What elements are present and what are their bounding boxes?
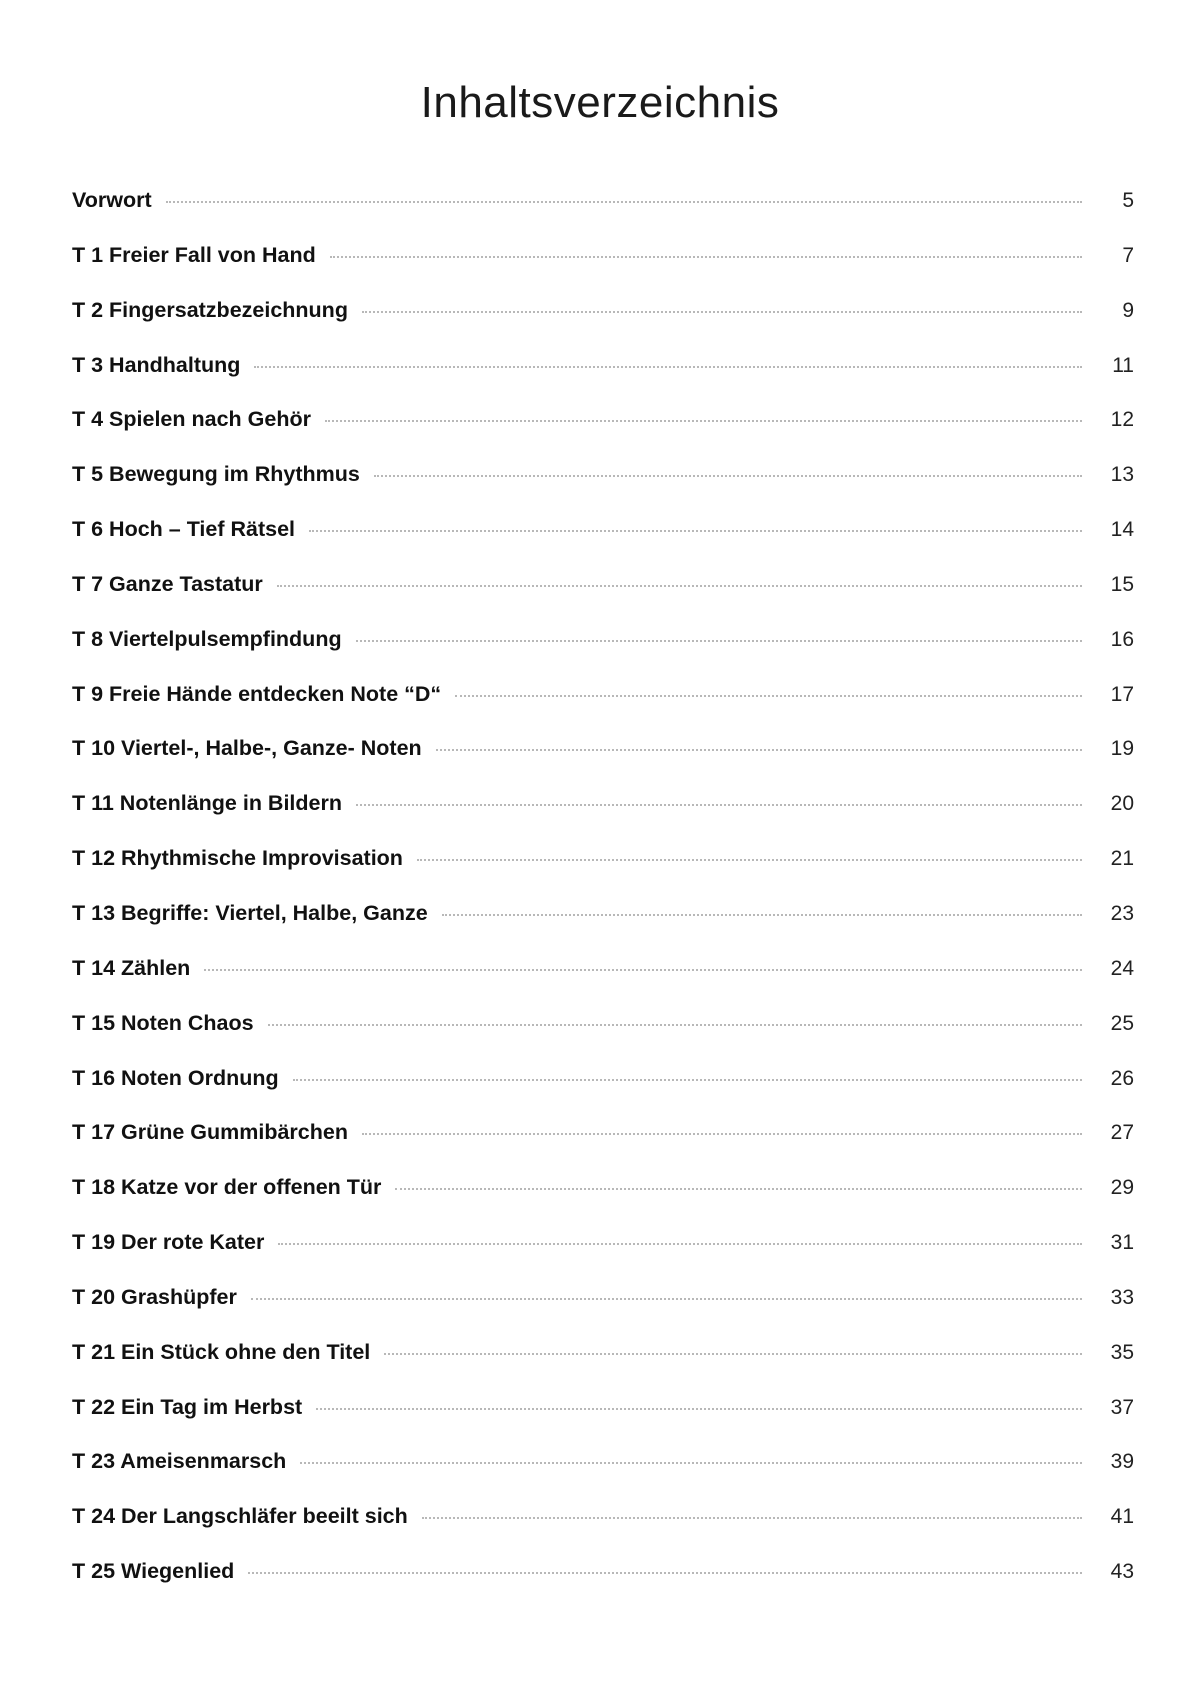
toc-entry-title: T 22 Ein Tag im Herbst [72, 1394, 303, 1419]
toc-entry-title: T 3 Handhaltung [72, 352, 241, 377]
toc-entry-title: T 7 Ganze Tastatur [72, 571, 263, 596]
toc-entry-page-number: 41 [1110, 1505, 1134, 1529]
toc-dot-leader [362, 311, 1082, 313]
toc-entry-title: T 6 Hoch – Tief Rätsel [72, 517, 296, 542]
toc-dot-leader [316, 1408, 1082, 1410]
toc-entry-title: T 18 Katze vor der offenen Tür [72, 1175, 382, 1200]
toc-dot-leader [293, 1079, 1082, 1081]
toc-entry-page-number: 24 [1110, 956, 1134, 980]
toc-dot-leader [251, 1298, 1082, 1300]
toc-entry-page-number: 29 [1110, 1176, 1134, 1200]
toc-dot-leader [204, 969, 1082, 971]
toc-entry-title: T 21 Ein Stück ohne den Titel [72, 1339, 371, 1364]
toc-entry-page-number: 13 [1110, 463, 1134, 487]
toc-entry-page-number: 43 [1110, 1560, 1134, 1584]
toc-entry-title: T 1 Freier Fall von Hand [72, 242, 316, 267]
toc-entry-page-number: 16 [1110, 627, 1134, 651]
toc-entry[interactable] [72, 1496, 1134, 1551]
toc-dot-leader [436, 749, 1082, 751]
toc-entry[interactable] [72, 1058, 1134, 1113]
toc-dot-leader [309, 530, 1082, 532]
toc-entry-page-number: 14 [1110, 518, 1134, 542]
toc-entry-page-number: 25 [1110, 1011, 1134, 1035]
toc-entry[interactable] [72, 619, 1134, 674]
toc-entry-title: T 25 Wiegenlied [72, 1559, 235, 1584]
toc-dot-leader [300, 1462, 1082, 1464]
toc-dot-leader [356, 640, 1082, 642]
toc-entry-page-number: 39 [1110, 1450, 1134, 1474]
toc-entry[interactable] [72, 783, 1134, 838]
toc-dot-leader [374, 475, 1082, 477]
toc-entry[interactable] [72, 290, 1134, 345]
toc-dot-leader [278, 1243, 1082, 1245]
toc-entry-title: T 17 Grüne Gummibärchen [72, 1120, 348, 1145]
toc-dot-leader [356, 804, 1082, 806]
toc-entry[interactable] [72, 564, 1134, 619]
toc-entry-title: T 20 Grashüpfer [72, 1284, 237, 1309]
toc-entry[interactable] [72, 399, 1134, 454]
table-of-contents [72, 180, 1134, 1606]
toc-dot-leader [330, 256, 1082, 258]
toc-dot-leader [422, 1517, 1082, 1519]
toc-entry-page-number: 5 [1122, 189, 1134, 212]
toc-entry[interactable] [72, 838, 1134, 893]
toc-entry-page-number: 19 [1110, 737, 1134, 761]
toc-entry-title: T 2 Fingersatzbezeichnung [72, 297, 348, 322]
toc-dot-leader [395, 1188, 1082, 1190]
toc-dot-leader [417, 859, 1082, 861]
toc-entry-page-number: 35 [1110, 1340, 1134, 1364]
toc-entry[interactable] [72, 1167, 1134, 1222]
toc-entry[interactable] [72, 180, 1134, 235]
toc-entry[interactable] [72, 235, 1134, 290]
toc-entry-title: T 13 Begriffe: Viertel, Halbe, Ganze [72, 900, 428, 925]
toc-entry[interactable] [72, 948, 1134, 1003]
toc-dot-leader [325, 420, 1082, 422]
toc-dot-leader [362, 1133, 1082, 1135]
toc-dot-leader [254, 366, 1082, 368]
toc-entry-page-number: 26 [1110, 1066, 1134, 1090]
toc-entry-page-number: 12 [1110, 408, 1134, 432]
toc-entry-page-number: 33 [1110, 1285, 1134, 1309]
toc-entry-page-number: 31 [1110, 1231, 1134, 1255]
toc-entry[interactable] [72, 345, 1134, 400]
toc-entry-page-number: 7 [1122, 243, 1134, 267]
toc-entry[interactable] [72, 674, 1134, 729]
toc-entry-title: T 9 Freie Hände entdecken Note “D“ [72, 681, 442, 706]
toc-entry-title: T 19 Der rote Kater [72, 1230, 265, 1255]
toc-entry-title: T 14 Zählen [72, 955, 191, 980]
toc-entry-title: T 23 Ameisenmarsch [72, 1449, 287, 1474]
toc-entry-page-number: 37 [1110, 1395, 1134, 1419]
toc-dot-leader [277, 585, 1082, 587]
toc-dot-leader [442, 914, 1082, 916]
toc-entry-title: T 11 Notenlänge in Bildern [72, 791, 342, 816]
toc-entry-page-number: 17 [1110, 682, 1134, 706]
toc-dot-leader [384, 1353, 1082, 1355]
toc-entry[interactable] [72, 1112, 1134, 1167]
toc-entry[interactable] [72, 1551, 1134, 1606]
toc-entry[interactable] [72, 1387, 1134, 1442]
toc-entry-page-number: 20 [1110, 792, 1134, 816]
toc-entry-title: T 5 Bewegung im Rhythmus [72, 462, 360, 487]
toc-entry-title: T 4 Spielen nach Gehör [72, 407, 311, 432]
toc-dot-leader [166, 201, 1082, 203]
toc-entry[interactable] [72, 728, 1134, 783]
toc-entry-title: T 10 Viertel-, Halbe-, Ganze- Noten [72, 736, 422, 761]
toc-entry-title: T 15 Noten Chaos [72, 1010, 254, 1035]
toc-entry-title: T 12 Rhythmische Improvisation [72, 846, 403, 871]
toc-entry[interactable] [72, 1003, 1134, 1058]
toc-dot-leader [455, 695, 1082, 697]
toc-dot-leader [248, 1572, 1082, 1574]
toc-entry[interactable] [72, 1332, 1134, 1387]
toc-entry-title: T 24 Der Langschläfer beeilt sich [72, 1504, 408, 1529]
toc-entry-page-number: 21 [1110, 847, 1134, 871]
toc-entry-title: T 8 Viertelpulsempfindung [72, 626, 342, 651]
toc-entry[interactable] [72, 454, 1134, 509]
toc-entry[interactable] [72, 893, 1134, 948]
toc-entry-page-number: 11 [1112, 353, 1134, 377]
toc-entry-page-number: 9 [1122, 298, 1134, 322]
page-title: Inhaltsverzeichnis [420, 78, 780, 127]
toc-entry[interactable] [72, 1277, 1134, 1332]
toc-entry-title: Vorwort [72, 188, 152, 212]
toc-dot-leader [268, 1024, 1082, 1026]
toc-entry-page-number: 27 [1110, 1121, 1134, 1145]
toc-entry-title: T 16 Noten Ordnung [72, 1065, 279, 1090]
toc-entry[interactable] [72, 509, 1134, 564]
toc-entry-page-number: 15 [1110, 572, 1134, 596]
toc-entry[interactable] [72, 1222, 1134, 1277]
toc-entry-page-number: 23 [1110, 901, 1134, 925]
toc-entry[interactable] [72, 1441, 1134, 1496]
